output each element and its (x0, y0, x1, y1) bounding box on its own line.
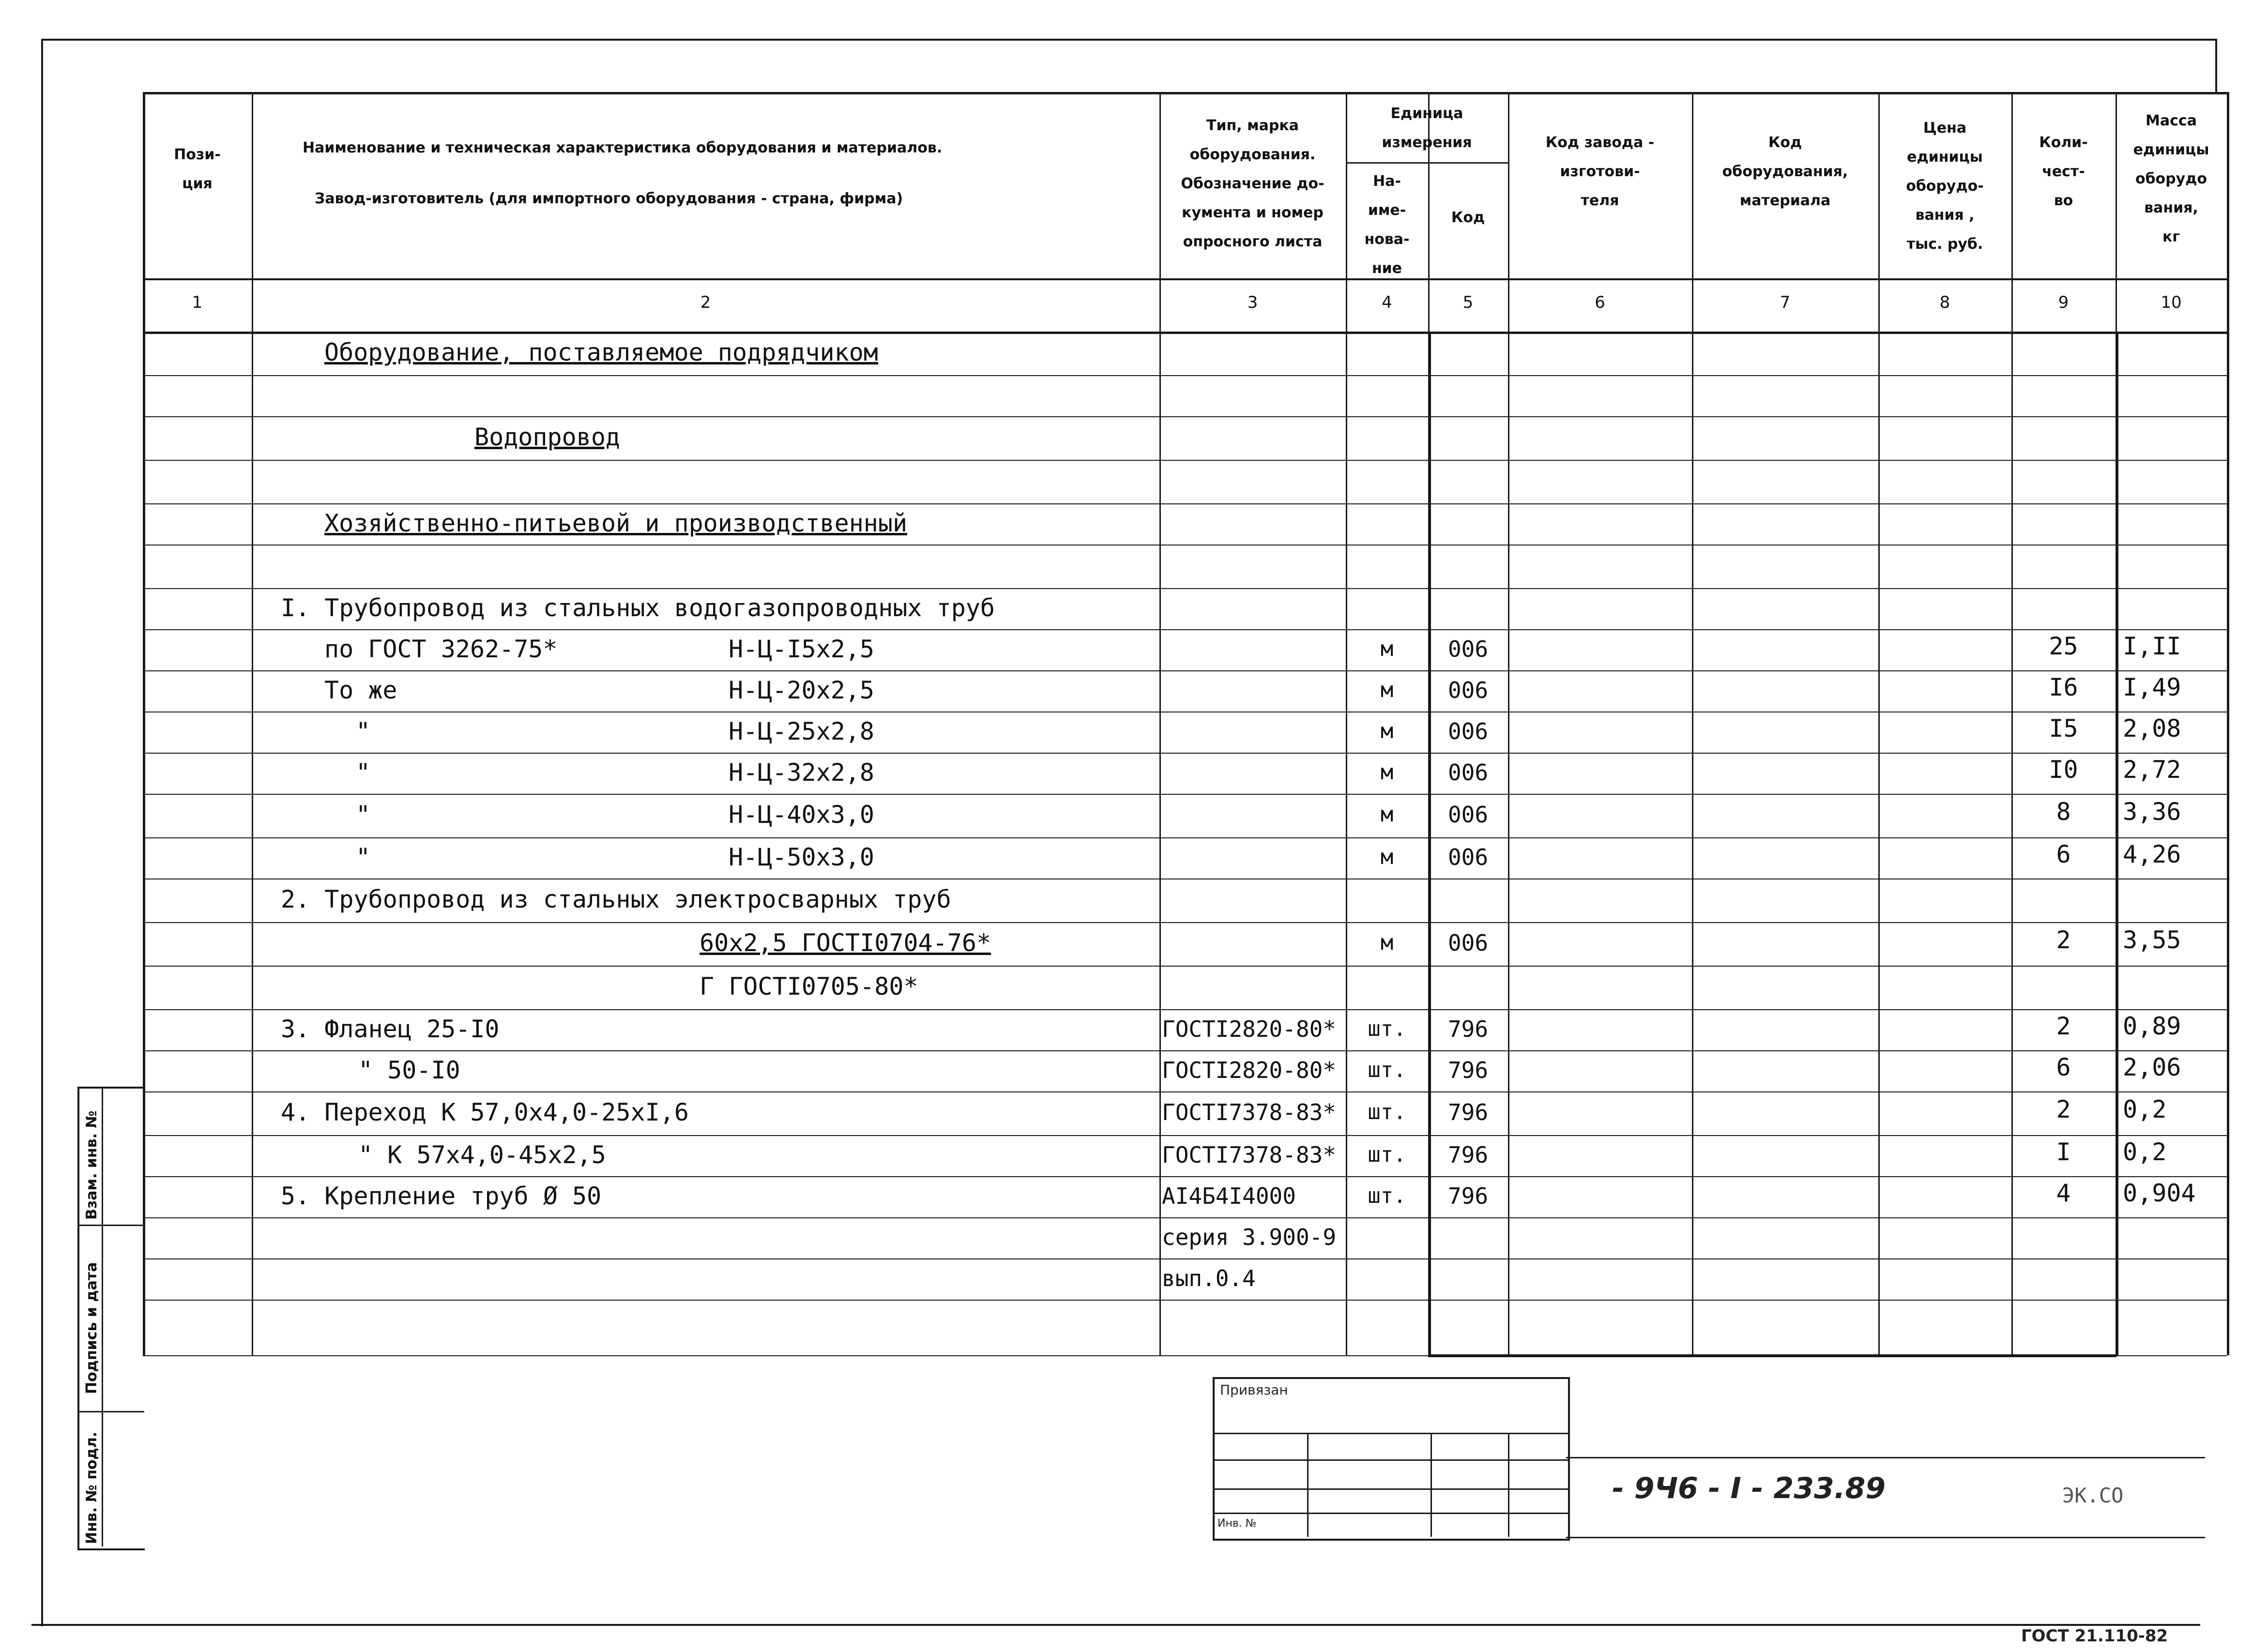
header-unit-group: Единица измерения (1382, 105, 1472, 151)
row-16-name: 3. Фланец 25-I0 (281, 1015, 500, 1043)
row-20-name: 5. Крепление труб Ø 50 (281, 1182, 602, 1210)
column-line-10 (2227, 92, 2229, 1355)
row-14-mass: 3,55 (2123, 926, 2181, 954)
row-10-name-detail: Н-Ц-32х2,8 (729, 758, 875, 787)
row-18-unit: шт. (1368, 1100, 1406, 1124)
row-16-mass: 0,89 (2123, 1012, 2181, 1040)
row-18-mass: 0,2 (2123, 1095, 2167, 1123)
row-8-name-detail: Н-Ц-20х2,5 (729, 676, 875, 704)
row-10-unit-code: 006 (1447, 759, 1489, 786)
row-19-quantity: I (2056, 1137, 2071, 1166)
row-9-mass: 2,08 (2123, 714, 2181, 743)
row-8-name: То же (324, 676, 397, 704)
column-line-5 (1508, 92, 1509, 1355)
row-9-name: " (356, 717, 371, 745)
row-7-quantity: 25 (2049, 632, 2078, 660)
column-number-9: 9 (2058, 293, 2069, 312)
row-7-name: по ГОСТ 3262-75* (324, 635, 558, 663)
column-numbers-bottom-line (143, 332, 2227, 334)
row-17-unit: шт. (1368, 1057, 1406, 1082)
row-8-quantity: I6 (2049, 673, 2078, 701)
column-line-7 (1878, 92, 1880, 1355)
row-9-unit: м (1380, 718, 1394, 743)
row-16-type: ГОСТI2820-80* (1162, 1015, 1337, 1042)
row-22-type: вып.0.4 (1162, 1265, 1256, 1291)
header-price: Цена единицы оборудо- вания , тыс. руб. (1906, 120, 1984, 253)
row-11-mass: 3,36 (2123, 798, 2181, 826)
side-stamp-vzam: Взам. инв. № (83, 1110, 100, 1220)
row-line-11 (143, 794, 2227, 795)
row-16-unit: шт. (1368, 1016, 1406, 1041)
row-line-6 (143, 588, 2227, 589)
row-14-quantity: 2 (2056, 926, 2071, 954)
row-2-name: Водопровод (474, 423, 621, 451)
side-stamp-podpis: Подпись и дата (83, 1262, 100, 1394)
row-18-name: 4. Переход К 57,0х4,0-25хI,6 (281, 1098, 689, 1126)
title-block-h3 (1213, 1488, 1568, 1490)
header-type: Тип, марка оборудования. Обозначение до- кумента и номер опросного листа (1181, 117, 1324, 250)
row-17-quantity: 6 (2056, 1053, 2071, 1081)
row-7-name-detail: Н-Ц-I5х2,5 (729, 635, 875, 663)
column-line-6 (1692, 92, 1693, 1355)
row-8-mass: I,49 (2123, 673, 2181, 701)
row-line-7 (143, 629, 2227, 630)
row-19-type: ГОСТI7378-83* (1162, 1141, 1337, 1168)
column-number-6: 6 (1595, 293, 1605, 312)
title-block-doc-line-2 (1566, 1537, 2205, 1538)
row-line-10 (143, 753, 2227, 754)
row-19-mass: 0,2 (2123, 1137, 2167, 1166)
row-line-16 (143, 1009, 2227, 1010)
row-8-unit-code: 006 (1447, 677, 1489, 703)
column-number-8: 8 (1939, 293, 1950, 312)
title-block-inv-no: Инв. № (1218, 1517, 1257, 1530)
row-17-name: " 50-I0 (358, 1056, 460, 1084)
title-block-v3 (1508, 1433, 1509, 1537)
row-19-name: " К 57х4,0-45х2,5 (358, 1140, 606, 1169)
row-line-21 (143, 1217, 2227, 1218)
row-14-unit-code: 006 (1447, 930, 1489, 956)
row-18-unit-code: 796 (1447, 1099, 1489, 1125)
row-line-24 (143, 1355, 2227, 1356)
row-10-unit: м (1380, 759, 1394, 785)
row-15-name-detail: Г ГОСТI0705-80* (700, 972, 918, 1000)
row-19-unit: шт. (1368, 1142, 1406, 1167)
column-number-1: 1 (192, 293, 203, 312)
row-10-quantity: I0 (2049, 755, 2078, 784)
title-block-doc-line (1566, 1457, 2205, 1458)
title-block-h1 (1213, 1433, 1568, 1434)
row-20-mass: 0,904 (2123, 1179, 2196, 1207)
row-20-quantity: 4 (2056, 1179, 2071, 1207)
row-16-unit-code: 796 (1447, 1015, 1489, 1042)
row-17-type: ГОСТI2820-80* (1162, 1057, 1337, 1083)
row-12-unit-code: 006 (1447, 844, 1489, 870)
row-18-type: ГОСТI7378-83* (1162, 1099, 1337, 1125)
row-12-quantity: 6 (2056, 840, 2071, 868)
row-20-unit: шт. (1368, 1183, 1406, 1208)
row-10-name: " (356, 758, 371, 787)
row-20-type: AI4Б4I4000 (1162, 1182, 1296, 1209)
side-stamp-sep-1 (77, 1225, 144, 1226)
row-8-unit: м (1380, 677, 1394, 702)
row-16-quantity: 2 (2056, 1012, 2071, 1040)
row-11-name-detail: Н-Ц-40х3,0 (729, 801, 875, 829)
row-line-23 (143, 1300, 2227, 1301)
row-20-unit-code: 796 (1447, 1182, 1489, 1209)
row-line-22 (143, 1258, 2227, 1259)
row-line-12 (143, 837, 2227, 838)
row-line-18 (143, 1091, 2227, 1092)
title-block-v1 (1307, 1433, 1309, 1537)
row-17-mass: 2,06 (2123, 1053, 2181, 1081)
row-line-3 (143, 460, 2227, 461)
row-21-type: серия 3.900-9 (1162, 1224, 1337, 1250)
column-line-1 (252, 92, 253, 1355)
row-line-4 (143, 503, 2227, 504)
side-stamp-divider (102, 1087, 103, 1546)
row-line-19 (143, 1135, 2227, 1136)
row-line-14 (143, 922, 2227, 923)
column-number-10: 10 (2161, 293, 2182, 312)
header-position: Пози- ция (174, 146, 221, 192)
title-block-h4 (1213, 1513, 1568, 1514)
row-11-name: " (356, 801, 371, 829)
row-0-name: Оборудование, поставляемое подрядчиком (324, 338, 878, 366)
header-name-line2: Завод-изготовитель (для импортного оборудования - страна, фирма) (315, 190, 903, 207)
row-14-unit: м (1380, 930, 1394, 955)
row-17-unit-code: 796 (1447, 1057, 1489, 1083)
unit-subheader-line (1346, 162, 1508, 164)
row-11-quantity: 8 (2056, 798, 2071, 826)
header-factory-code: Код завода - изготови- теля (1545, 134, 1655, 209)
column-number-3: 3 (1247, 293, 1258, 312)
row-11-unit: м (1380, 802, 1394, 827)
row-9-quantity: I5 (2049, 714, 2078, 743)
column-number-4: 4 (1382, 293, 1392, 312)
row-11-unit-code: 006 (1447, 802, 1489, 828)
sheet-code: ЭК.СО (2062, 1484, 2124, 1507)
column-line-2 (1159, 92, 1161, 1355)
row-line-20 (143, 1176, 2227, 1177)
row-12-mass: 4,26 (2123, 840, 2181, 868)
row-13-name: 2. Трубопровод из стальных электросварных труб (281, 885, 951, 913)
row-18-quantity: 2 (2056, 1095, 2071, 1123)
column-number-7: 7 (1780, 293, 1791, 312)
row-line-15 (143, 966, 2227, 967)
row-line-5 (143, 545, 2227, 546)
row-9-name-detail: Н-Ц-25х2,8 (729, 717, 875, 745)
row-line-17 (143, 1050, 2227, 1051)
title-block-privyazan: Привязан (1220, 1382, 1288, 1398)
row-19-unit-code: 796 (1447, 1141, 1489, 1168)
form-standard-label: ГОСТ 21.110-82 (2021, 1626, 2168, 1646)
document-code: - 9Ч6 - I - 233.89 (1612, 1471, 1886, 1505)
column-number-5: 5 (1462, 293, 1474, 312)
row-line-8 (143, 670, 2227, 671)
column-number-2: 2 (700, 293, 711, 312)
row-4-name: Хозяйственно-питьевой и производственный (324, 509, 908, 537)
side-stamp-inv: Инв. № подл. (83, 1431, 100, 1544)
row-12-name-detail: Н-Ц-50х3,0 (729, 843, 875, 871)
header-bottom-line (143, 278, 2227, 280)
row-14-name-detail: 60х2,5 ГОСТI0704-76* (700, 929, 991, 957)
header-equipment-code: Код оборудования, материала (1722, 134, 1848, 209)
title-block-h2 (1213, 1459, 1568, 1461)
header-quantity: Коли- чест- во (2039, 134, 2088, 209)
row-7-unit: м (1380, 636, 1394, 661)
row-12-name: " (356, 843, 371, 871)
row-9-unit-code: 006 (1447, 718, 1489, 744)
row-line-1 (143, 375, 2227, 376)
row-line-2 (143, 416, 2227, 417)
header-top-line (143, 92, 2227, 94)
header-name-line1: Наименование и техническая характеристика оборудования и материалов. (303, 139, 943, 156)
header-mass: Масса единицы оборудо вания, кг (2133, 112, 2209, 245)
block-right-col9 (2116, 332, 2118, 1355)
row-7-unit-code: 006 (1447, 636, 1489, 662)
row-6-name: I. Трубопровод из стальных водогазопроводных труб (281, 593, 995, 622)
row-10-mass: 2,72 (2123, 755, 2181, 784)
header-unit-name: На- име- нова- ние (1364, 173, 1410, 277)
row-12-unit: м (1380, 844, 1394, 869)
title-block-v2 (1431, 1433, 1432, 1537)
header-unit-code: Код (1451, 209, 1485, 226)
title-block-box (1213, 1377, 1570, 1541)
row-7-mass: I,II (2123, 632, 2181, 660)
side-stamp-sep-2 (77, 1411, 144, 1412)
